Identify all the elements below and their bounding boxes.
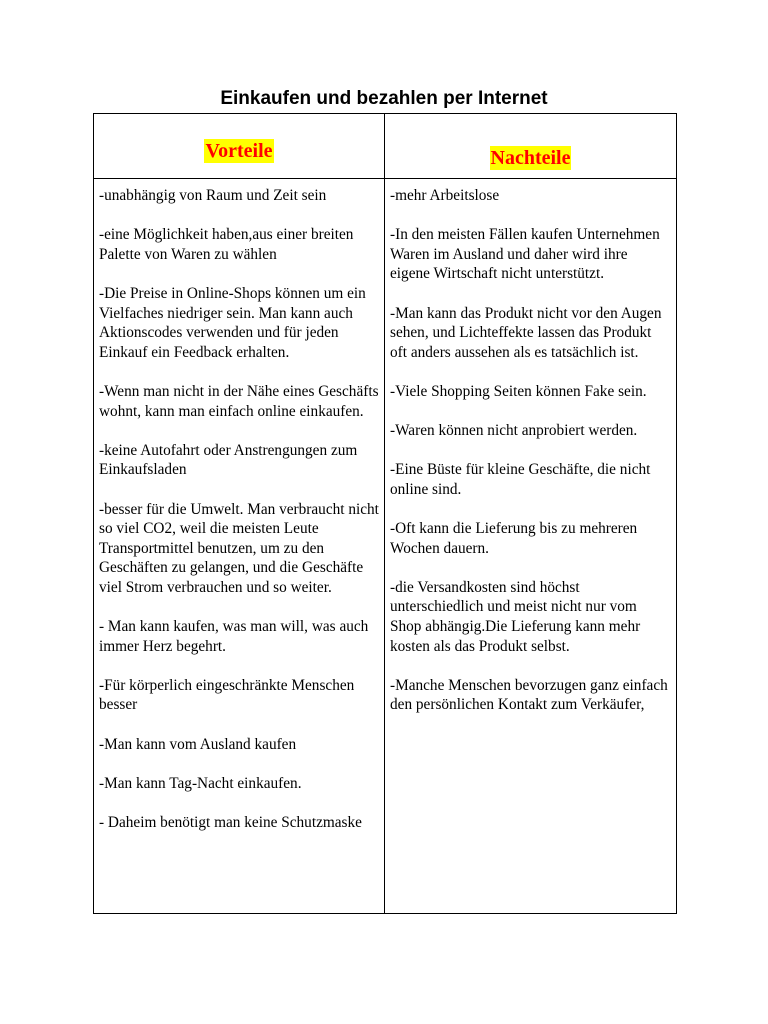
nachteil-item: -Manche Menschen bevorzugen ganz einfach den persönlichen Kontakt zum Verkäufer, xyxy=(390,676,668,714)
vorteil-item: -unabhängig von Raum und Zeit sein xyxy=(99,187,327,204)
vorteil-item: - Man kann kaufen, was man will, was auch immer Herz begehrt. xyxy=(99,618,369,655)
nachteil-item: -Eine Büste für kleine Geschäfte, die nicht online sind. xyxy=(390,461,651,498)
header-label-nachteile: Nachteile xyxy=(490,147,571,169)
header-label-vorteile: Vorteile xyxy=(205,140,273,162)
vorteil-item: -Man kann Tag-Nacht einkaufen. xyxy=(99,774,302,792)
nachteile-list xyxy=(385,179,676,721)
table-header-row xyxy=(94,114,677,179)
vorteil-item: -Man kann vom Ausland kaufen xyxy=(99,735,297,753)
vorteile-list xyxy=(94,179,384,839)
pros-cons-table xyxy=(93,113,677,914)
nachteil-item: -Waren können nicht anprobiert werden. xyxy=(390,422,638,440)
vorteil-item: -Wenn man nicht in der Nähe eines Geschäfts wohnt, kann man einfach online einkaufen. xyxy=(99,382,379,420)
vorteil-item: - Daheim benötigt man keine Schutzmaske xyxy=(99,814,362,831)
vorteile-cell xyxy=(94,179,385,914)
nachteil-item: -die Versandkosten sind höchst unterschiedlich und meist nicht nur vom Shop abhängig.Die Lieferung kann mehr kosten als das Produkt selbst. xyxy=(390,578,641,655)
nachteil-item: -Man kann das Produkt nicht vor den Augen sehen, und Lichteffekte lassen das Produkt oft anders aussehen als es tatsächlich ist. xyxy=(390,304,662,361)
page-title: Einkaufen und bezahlen per Internet xyxy=(220,88,548,109)
table-body-row xyxy=(94,179,677,914)
vorteil-item: -eine Möglichkeit haben,aus einer breiten Palette von Waren zu wählen xyxy=(99,226,354,263)
vorteil-item: -keine Autofahrt oder Anstrengungen zum Einkaufsladen xyxy=(99,441,358,479)
nachteil-item: -In den meisten Fällen kaufen Unternehmen Waren im Ausland und daher wird ihre eigene Wirtschaft nicht unterstützt. xyxy=(390,226,660,283)
nachteile-cell xyxy=(385,179,677,914)
nachteil-item: -Viele Shopping Seiten können Fake sein. xyxy=(390,382,647,400)
header-cell-vorteile xyxy=(94,114,385,179)
nachteil-item: -mehr Arbeitslose xyxy=(390,187,500,204)
vorteil-item: -Für körperlich eingeschränkte Menschen besser xyxy=(99,676,355,714)
nachteil-item: -Oft kann die Lieferung bis zu mehreren Wochen dauern. xyxy=(390,520,638,557)
vorteil-item: -Die Preise in Online-Shops können um ein Vielfaches niedriger sein. Man kann auch Aktionscodes verwenden und für jeden Einkauf ein Feedback erhalten. xyxy=(99,284,366,361)
header-cell-nachteile xyxy=(385,114,677,179)
vorteil-item: -besser für die Umwelt. Man verbraucht nicht so viel CO2, weil die meisten Leute Transportmittel benutzen, um zu den Geschäften zu gelangen, und die Geschäfte viel Strom verbrauchen und so weiter. xyxy=(99,500,379,596)
